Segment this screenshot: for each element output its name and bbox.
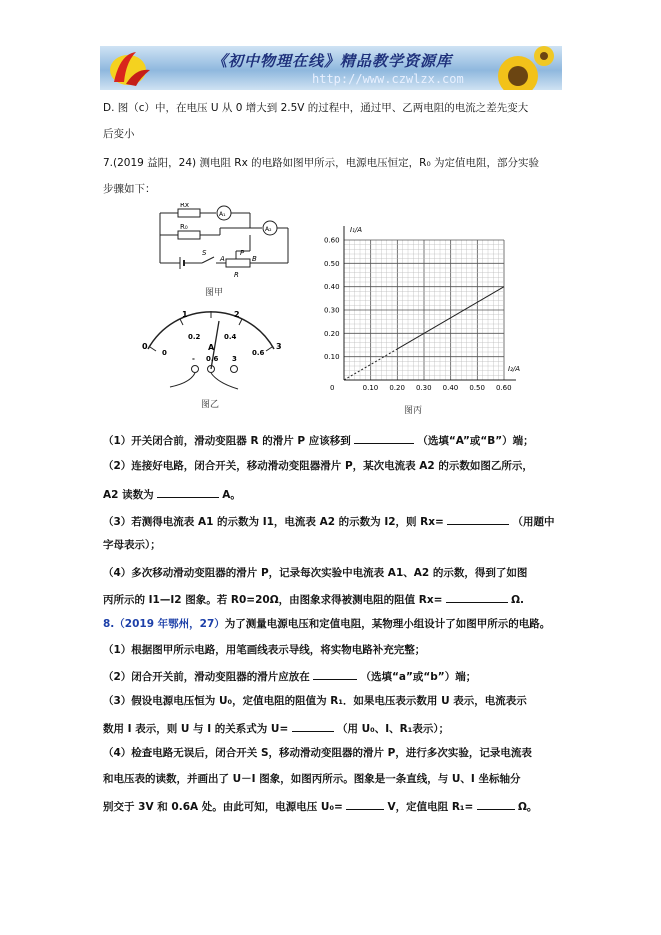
answer-blank-7[interactable] (346, 798, 384, 810)
q7-part2-text: A2 读数为 (103, 489, 154, 501)
question-8-line1 (103, 617, 550, 631)
q7-part4-line1: （4）多次移动滑动变阻器的滑片 P，记录每次实验中电流表 A1、A2 的示数，得到了如图 (103, 567, 528, 579)
terminal-knob-minus (192, 366, 199, 373)
y-tick-label: 0.20 (324, 329, 340, 338)
q8-part4-mid: V，定值电阻 R₁= (387, 801, 474, 813)
answer-blank-6[interactable] (292, 720, 334, 732)
q7-part3-text: （3）若测得电流表 A1 的示数为 I1，电流表 A2 的示数为 I2，则 Rx= (103, 516, 444, 528)
q8-part2 (103, 668, 476, 684)
x-tick-label: 0.50 (469, 384, 485, 392)
label-p: P (240, 249, 245, 257)
answer-blank-3[interactable] (447, 513, 509, 525)
q7-part1-tail: （选填“A”或“B”）端； (417, 435, 534, 447)
y-tick-label: 0.10 (324, 353, 340, 362)
q8-part3-line1: （3）假设电源电压恒为 U₀，定值电阻的阻值为 R₁．如果电压表示数用 U 表示，电流表示 (103, 695, 527, 707)
q8-part4-line2: 和电压表的读数，并画出了 U－I 图象，如图丙所示。图象是一条直线，与 U、I 坐标轴分 (103, 773, 521, 785)
q8-part1: （1）根据图甲所示电路，用笔画线表示导线，将实物电路补充完整； (103, 644, 426, 656)
answer-blank-1[interactable] (354, 432, 414, 444)
label-r0: R₀ (180, 223, 188, 231)
q7-part3-line1 (103, 513, 555, 529)
q7-part2-unit: A。 (222, 489, 241, 501)
answer-blank-8[interactable] (477, 798, 515, 810)
terminal-minus: - (192, 355, 195, 363)
x-tick-label: 0.10 (362, 384, 379, 392)
y-tick-label: 0.60 (324, 236, 340, 245)
label-r: R (234, 271, 239, 279)
label-s: S (202, 249, 207, 257)
figure-c-caption: 图丙 (404, 406, 423, 416)
q7-part1-text: （1）开关闭合前，滑动变阻器 R 的滑片 P 应该移到 (103, 435, 351, 447)
x-tick-label: 0.60 (496, 384, 512, 392)
banner-title: 《初中物理在线》精品教学资源库 (212, 52, 453, 70)
current-graph (322, 225, 522, 418)
y-tick-label: 0.50 (324, 259, 340, 268)
graph-xlabel: I₂/A (508, 365, 521, 373)
q8-part2-tail: （选填“a”或“b”）端； (360, 671, 477, 683)
answer-blank-4[interactable] (446, 591, 508, 603)
q8-part4-unit: Ω。 (518, 801, 538, 813)
x-tick-label: 0.40 (442, 384, 459, 392)
q7-part3-line2: 字母表示）； (103, 539, 161, 551)
major-tick-3: 3 (276, 342, 282, 351)
q8-part4-text: 别交于 3V 和 0.6A 处。由此可知，电源电压 U₀= (103, 801, 343, 813)
q8-part2-text: （2）闭合开关前，滑动变阻器的滑片应放在 (103, 671, 310, 683)
banner-url[interactable]: http://www.czwlzx.com (312, 72, 464, 86)
y-tick-label: 0.30 (324, 306, 340, 315)
graph-ylabel: I₁/A (350, 226, 363, 234)
q7-part4-text: 丙所示的 I1—I2 图象。若 R0=20Ω，由图象求得被测电阻的阻值 Rx= (103, 594, 443, 606)
q8-part3-text: 数用 I 表示，则 U 与 I 的关系式为 U= (103, 723, 289, 735)
label-a2: A₂ (265, 226, 272, 233)
answer-blank-2[interactable] (157, 486, 219, 498)
circuit-diagram (150, 203, 300, 303)
wire-left (170, 373, 195, 387)
label-a: A (220, 255, 225, 263)
answer-blank-5[interactable] (313, 668, 357, 680)
ammeter-figure (140, 303, 290, 415)
terminal-knob-3 (231, 366, 238, 373)
x-tick-label: 0.30 (416, 384, 432, 392)
q7-part3-tail: （用题中 (512, 516, 555, 528)
q8-part3-line2 (103, 720, 449, 736)
site-logo-icon (106, 48, 154, 88)
q8-part4-line3 (103, 798, 537, 814)
label-a1: A₁ (219, 211, 226, 218)
sunflower-icon (478, 46, 558, 90)
major-tick-0: 0 (142, 342, 148, 351)
figure-a-caption: 图甲 (205, 288, 224, 298)
q7-part4-unit: Ω. (511, 594, 525, 606)
label-rx: Rx (180, 203, 190, 209)
minor-tick-06: 0.6 (252, 349, 265, 357)
minor-tick-04: 0.4 (224, 333, 237, 341)
question-8-source: 8.（2019 年鄂州，27） (103, 618, 225, 630)
figure-b-caption: 图乙 (201, 400, 220, 410)
minor-tick-0: 0 (162, 349, 167, 357)
option-d-line2: 后变小 (103, 128, 135, 140)
q7-part2-line2 (103, 486, 241, 502)
x-tick-label: 0.20 (389, 384, 405, 392)
q8-part3-tail: （用 U₀、I、R₁表示）； (336, 723, 450, 735)
x-tick-label: 0 (330, 384, 335, 392)
label-b: B (252, 255, 257, 263)
q8-part4-line1: （4）检查电路无误后，闭合开关 S，移动滑动变阻器的滑片 P，进行多次实验，记录电流表 (103, 747, 532, 759)
wire-right (211, 373, 238, 389)
q7-part4-line2 (103, 591, 524, 607)
q7-part1 (103, 432, 534, 448)
header-banner (100, 46, 562, 90)
q7-part2-line1: （2）连接好电路，闭合开关，移动滑动变阻器滑片 P，某次电流表 A2 的示数如图乙所示， (103, 460, 533, 472)
major-tick-2: 2 (234, 310, 240, 319)
option-d-line1: D. 图（c）中，在电压 U 从 0 增大到 2.5V 的过程中，通过甲、乙两电阻的电流之差先变大 (103, 102, 529, 114)
major-tick-1: 1 (182, 310, 188, 319)
y-tick-label: 0.40 (324, 283, 340, 292)
terminal-3: 3 (232, 355, 237, 363)
question-7-line1: 7.(2019 益阳，24) 测电阻 Rx 的电路如图甲所示，电源电压恒定，R₀ 为定值电阻，部分实验 (103, 157, 539, 169)
meter-letter: A (208, 343, 215, 352)
question-7-line2: 步骤如下： (103, 183, 156, 195)
minor-tick-02: 0.2 (188, 333, 201, 341)
terminal-06: 0.6 (206, 355, 219, 363)
question-8-text: 为了测量电源电压和定值电阻，某物理小组设计了如图甲所示的电路。 (224, 618, 551, 630)
